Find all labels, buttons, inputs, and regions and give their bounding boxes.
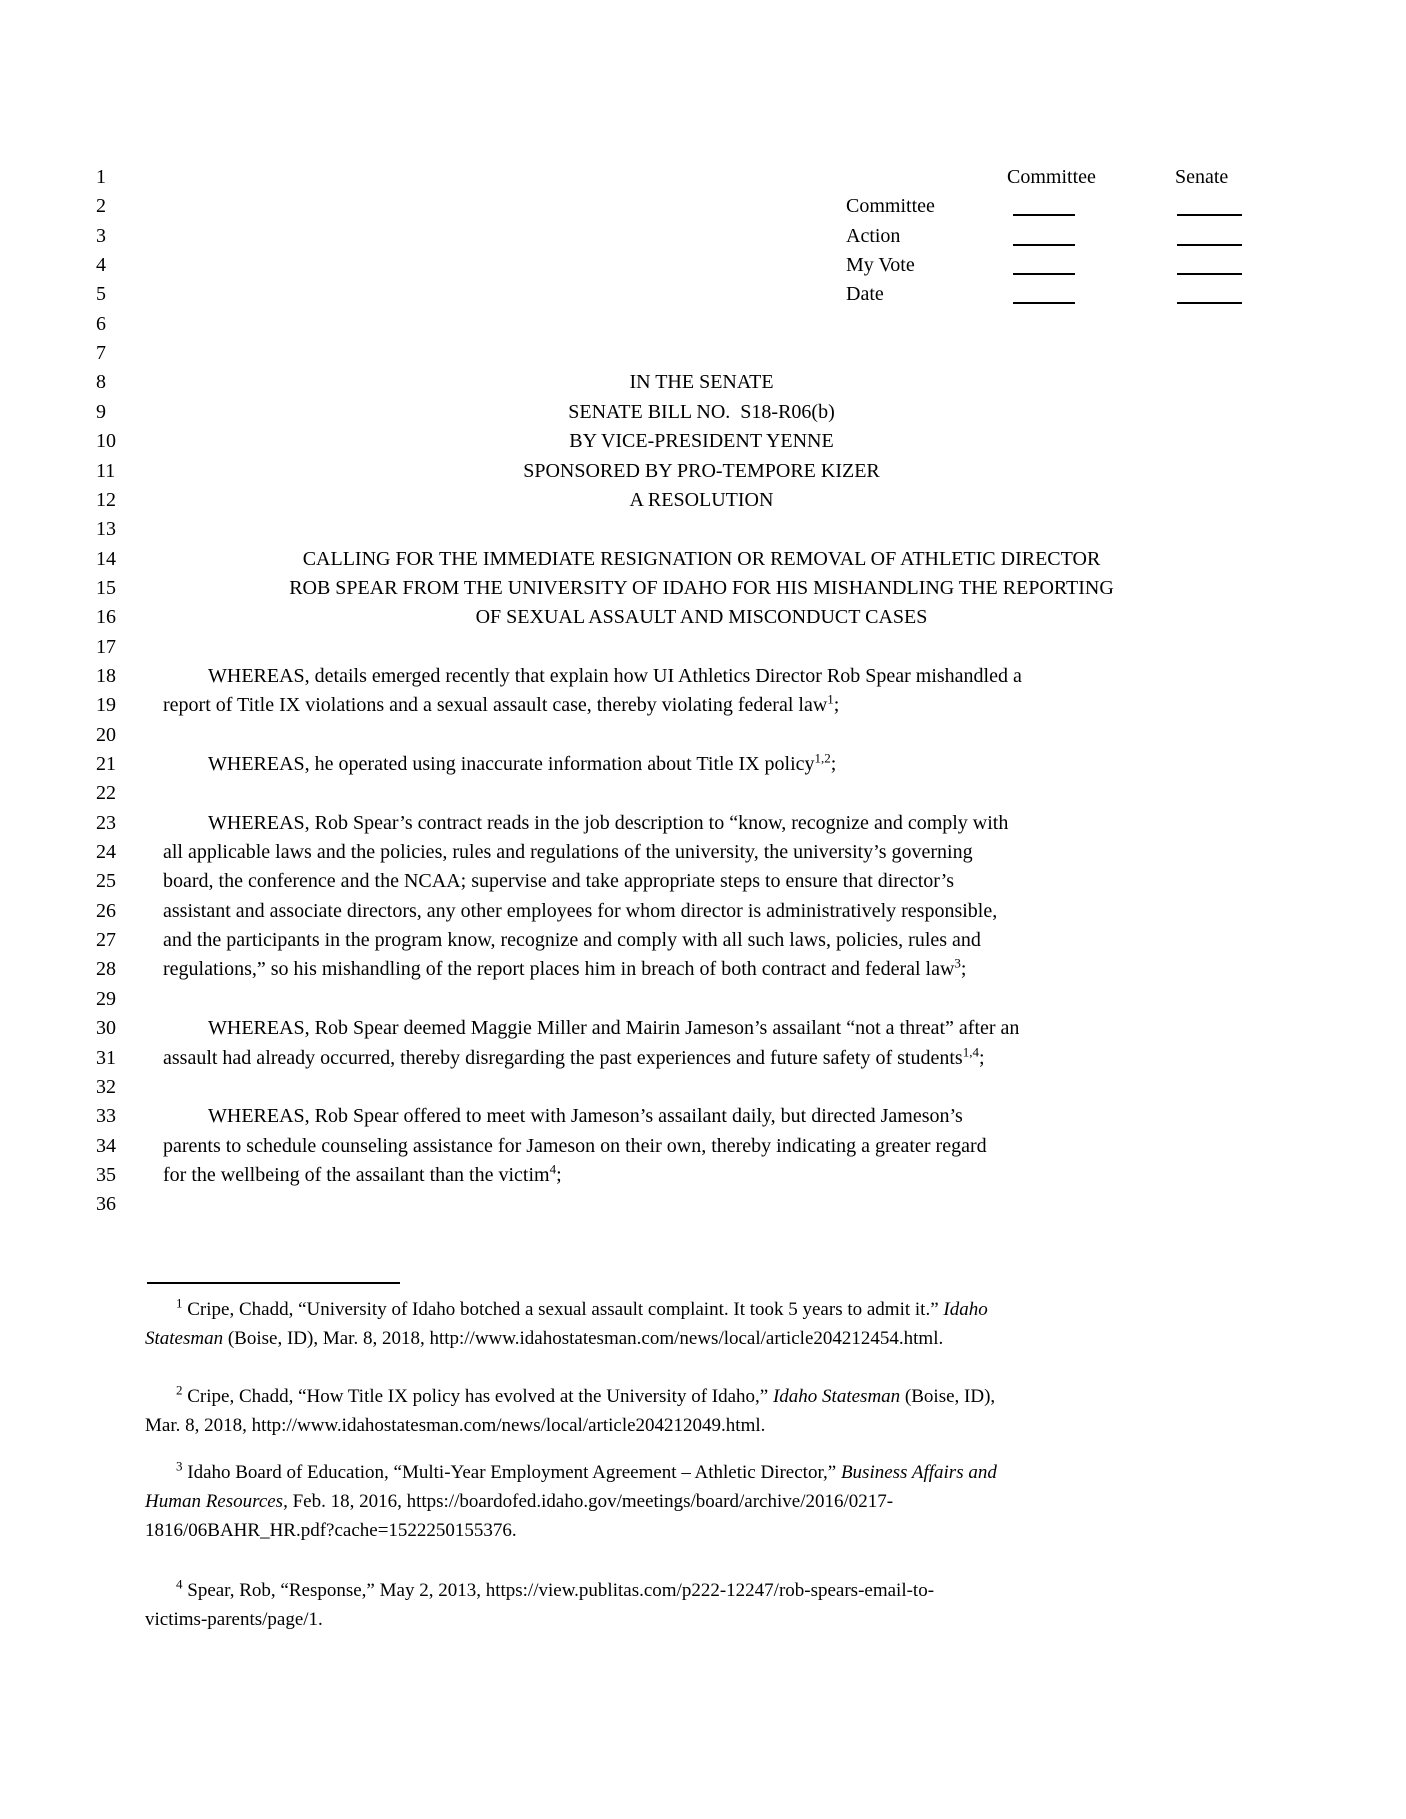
body-text-line (163, 1102, 963, 1131)
footnote-reference: 2 (176, 1382, 183, 1398)
text-segment: Business Affairs and (840, 1462, 997, 1483)
vote-row-label-action: Action (846, 224, 901, 247)
doc-line-6 (0, 310, 1406, 340)
text-segment: Idaho Statesman (772, 1386, 901, 1407)
text-segment: for the wellbeing of the assailant than the victim (163, 1163, 550, 1186)
doc-line-30 (0, 1014, 1406, 1044)
vote-row-label-date: Date (846, 283, 884, 306)
line-number: 10 (96, 430, 116, 453)
footnote-reference: 4 (176, 1576, 183, 1592)
footnote-reference: 1 (176, 1295, 183, 1311)
line-number: 34 (96, 1134, 116, 1157)
heading-line (163, 427, 1240, 456)
doc-line-14 (0, 545, 1406, 575)
doc-line-13 (0, 515, 1406, 545)
text-segment: Statesman (145, 1328, 224, 1349)
doc-line-9 (0, 398, 1406, 428)
body-text-line (163, 838, 973, 867)
doc-line-28 (0, 955, 1406, 985)
vote-row-label-my-vote: My Vote (846, 254, 915, 277)
text-segment: report of Title IX violations and a sexual assault case, thereby violating federal law (163, 694, 828, 717)
doc-line-3 (0, 222, 1406, 252)
line-number: 8 (96, 371, 106, 394)
footnote-4-line-1 (145, 1576, 1260, 1605)
text-segment: ; (830, 753, 837, 775)
line-number: 7 (96, 342, 106, 365)
footnote-3-line-2 (145, 1487, 1260, 1516)
line-number: 9 (96, 400, 106, 423)
text-segment: IN THE SENATE (629, 371, 774, 394)
doc-line-17 (0, 633, 1406, 663)
line-number: 5 (96, 283, 106, 306)
text-segment: ; (978, 1046, 985, 1069)
doc-line-8 (0, 368, 1406, 398)
footnote-3-line-3 (145, 1516, 1260, 1545)
text-segment: board, the conference and the NCAA; supervise and take appropriate steps to ensure that director’s (163, 870, 955, 893)
heading-line (163, 545, 1240, 574)
heading-line (163, 368, 1240, 397)
line-number: 29 (96, 987, 116, 1010)
text-segment: WHEREAS, he operated using inaccurate information about Title IX policy (208, 753, 815, 775)
line-number: 6 (96, 312, 106, 335)
text-segment: regulations,” so his mishandling of the report places him in breach of both contract and federal law (163, 958, 955, 981)
doc-line-10 (0, 427, 1406, 457)
doc-line-23 (0, 809, 1406, 839)
doc-line-20 (0, 721, 1406, 751)
line-number: 12 (96, 488, 116, 511)
line-number: 31 (96, 1046, 116, 1069)
body-text-line (163, 809, 1008, 838)
vote-blank-date-committee (1013, 283, 1075, 304)
doc-line-11 (0, 457, 1406, 487)
footnote-reference: 1 (827, 691, 834, 707)
vote-blank-my-vote-committee (1013, 254, 1075, 275)
footnote-reference: 1,4 (962, 1043, 979, 1059)
text-segment: CALLING FOR THE IMMEDIATE RESIGNATION OR REMOVAL OF ATHLETIC DIRECTOR (302, 547, 1101, 570)
footnote-1 (145, 1295, 1260, 1353)
text-segment: (Boise, ID), Mar. 8, 2018, http://www.idahostatesman.com/news/local/article204212454.html. (223, 1328, 944, 1349)
text-segment: ; (556, 1163, 562, 1186)
line-number: 4 (96, 254, 106, 277)
doc-line-33 (0, 1102, 1406, 1132)
line-number: 35 (96, 1163, 116, 1186)
body-text-line (163, 1161, 562, 1190)
line-number: 2 (96, 195, 106, 218)
vote-blank-committee-committee (1013, 195, 1075, 216)
text-segment: ; (833, 694, 840, 717)
footnote-1-line-1 (145, 1295, 1260, 1324)
footnote-reference: 3 (954, 955, 961, 971)
body-text-line (163, 867, 954, 896)
body-text-line (163, 1132, 987, 1161)
body-text-line (163, 1044, 985, 1073)
text-segment: SPONSORED BY PRO-TEMPORE KIZER (523, 459, 880, 482)
vote-blank-action-committee (1013, 225, 1075, 246)
doc-line-25 (0, 867, 1406, 897)
doc-line-16 (0, 603, 1406, 633)
line-number: 28 (96, 958, 116, 981)
heading-line (163, 486, 1240, 515)
footnote-reference: 1,2 (814, 750, 831, 766)
vote-blank-committee-senate (1177, 195, 1242, 216)
doc-line-31 (0, 1044, 1406, 1074)
body-text-line (163, 750, 836, 779)
text-segment: all applicable laws and the policies, rules and regulations of the university, the university’s governing (163, 841, 973, 864)
text-segment: parents to schedule counseling assistance for Jameson on their own, thereby indicating a greater regard (163, 1134, 987, 1157)
heading-line (163, 457, 1240, 486)
line-number: 1 (96, 166, 106, 188)
doc-line-5 (0, 280, 1406, 310)
doc-line-19 (0, 691, 1406, 721)
text-segment: Mar. 8, 2018, http://www.idahostatesman.com/news/local/article204212049.html. (145, 1415, 766, 1436)
line-number: 21 (96, 753, 116, 775)
line-number: 20 (96, 723, 116, 746)
line-number: 27 (96, 929, 116, 952)
line-number: 25 (96, 870, 116, 893)
body-text-line (163, 691, 839, 720)
text-segment: Cripe, Chadd, “University of Idaho botched a sexual assault complaint. It took 5 years to admit it.” (182, 1299, 944, 1320)
text-segment: WHEREAS, Rob Spear’s contract reads in the job description to “know, recognize and comply with (208, 811, 1009, 834)
line-number: 19 (96, 694, 116, 717)
line-number: 22 (96, 782, 116, 805)
line-number: 30 (96, 1017, 116, 1040)
heading-line (163, 574, 1240, 603)
text-segment: Spear, Rob, “Response,” May 2, 2013, https://view.publitas.com/p222-12247/rob-spears-email-to- (182, 1580, 935, 1601)
text-segment: (Boise, ID), (900, 1386, 996, 1407)
footnote-2-line-1 (145, 1382, 1260, 1411)
doc-line-22 (0, 779, 1406, 809)
footnote-1-line-2 (145, 1324, 1260, 1353)
line-number: 16 (96, 606, 116, 629)
footnote-separator (147, 1282, 400, 1284)
text-segment: and the participants in the program know, recognize and comply with all such laws, policies, rules and (163, 929, 981, 952)
footnote-reference: 4 (549, 1161, 557, 1177)
doc-line-1 (0, 163, 1406, 193)
doc-line-2 (0, 192, 1406, 222)
text-segment: WHEREAS, details emerged recently that explain how UI Athletics Director Rob Spear mishandled a (208, 664, 1022, 687)
vote-row-label-committee: Committee (846, 195, 935, 218)
line-number: 17 (96, 635, 116, 658)
doc-line-35 (0, 1161, 1406, 1191)
text-segment: victims-parents/page/1. (145, 1609, 323, 1630)
doc-line-34 (0, 1132, 1406, 1162)
footnote-4 (145, 1576, 1260, 1634)
line-number: 11 (96, 459, 116, 482)
footnote-2 (145, 1382, 1260, 1440)
doc-line-29 (0, 985, 1406, 1015)
text-segment: ROB SPEAR FROM THE UNIVERSITY OF IDAHO FOR HIS MISHANDLING THE REPORTING (289, 576, 1114, 599)
line-number: 36 (96, 1193, 116, 1216)
line-number: 3 (96, 224, 106, 247)
doc-line-15 (0, 574, 1406, 604)
footnote-reference: 3 (176, 1458, 183, 1474)
doc-line-26 (0, 897, 1406, 927)
line-number: 14 (96, 547, 116, 570)
line-number: 18 (96, 664, 116, 687)
text-segment: Idaho Board of Education, “Multi-Year Employment Agreement – Athletic Director,” (182, 1462, 841, 1483)
text-segment: SENATE BILL NO. S18-R06(b) (568, 400, 835, 423)
doc-line-24 (0, 838, 1406, 868)
line-number: 13 (96, 518, 116, 541)
vote-column-header-senate: Senate (1175, 166, 1229, 188)
text-segment: 1816/06BAHR_HR.pdf?cache=1522250155376. (145, 1520, 517, 1541)
doc-line-27 (0, 926, 1406, 956)
doc-line-4 (0, 251, 1406, 281)
text-segment: BY VICE-PRESIDENT YENNE (569, 430, 834, 453)
footnote-3 (145, 1458, 1260, 1545)
line-number: 26 (96, 899, 116, 922)
text-segment: Cripe, Chadd, “How Title IX policy has evolved at the University of Idaho,” (182, 1386, 773, 1407)
line-number: 23 (96, 811, 116, 834)
doc-line-36 (0, 1190, 1406, 1220)
text-segment: Human Resources (145, 1491, 284, 1512)
body-text-line (163, 662, 1022, 691)
doc-line-18 (0, 662, 1406, 692)
text-segment: Idaho (943, 1299, 988, 1320)
doc-line-12 (0, 486, 1406, 516)
vote-column-header-committee: Committee (1007, 166, 1096, 188)
line-number: 33 (96, 1105, 116, 1128)
vote-blank-date-senate (1177, 283, 1242, 304)
body-text-line (163, 897, 997, 926)
vote-blank-my-vote-senate (1177, 254, 1242, 275)
footnote-2-line-2 (145, 1411, 1260, 1440)
body-text-line (163, 1014, 1019, 1043)
vote-blank-action-senate (1177, 225, 1242, 246)
footnote-3-line-1 (145, 1458, 1260, 1487)
text-segment: assault had already occurred, thereby disregarding the past experiences and future safety of students (163, 1046, 963, 1069)
line-number: 24 (96, 841, 116, 864)
footnote-4-line-2 (145, 1605, 1260, 1634)
heading-line (163, 603, 1240, 632)
text-segment: assistant and associate directors, any other employees for whom director is administratively responsible, (163, 899, 998, 922)
doc-line-7 (0, 339, 1406, 369)
body-text-line (163, 926, 981, 955)
text-segment: WHEREAS, Rob Spear offered to meet with Jameson’s assailant daily, but directed Jameson’s (208, 1105, 963, 1128)
text-segment: , Feb. 18, 2016, https://boardofed.idaho.gov/meetings/board/archive/2016/0217- (283, 1491, 894, 1512)
text-segment: A RESOLUTION (629, 488, 774, 511)
body-text-line (163, 955, 966, 984)
doc-line-21 (0, 750, 1406, 780)
text-segment: ; (960, 958, 967, 981)
line-number: 15 (96, 576, 116, 599)
heading-line (163, 398, 1240, 427)
doc-line-32 (0, 1073, 1406, 1103)
line-number: 32 (96, 1075, 116, 1098)
text-segment: WHEREAS, Rob Spear deemed Maggie Miller and Mairin Jameson’s assailant “not a threat” after an (208, 1017, 1020, 1040)
text-segment: OF SEXUAL ASSAULT AND MISCONDUCT CASES (475, 606, 928, 629)
